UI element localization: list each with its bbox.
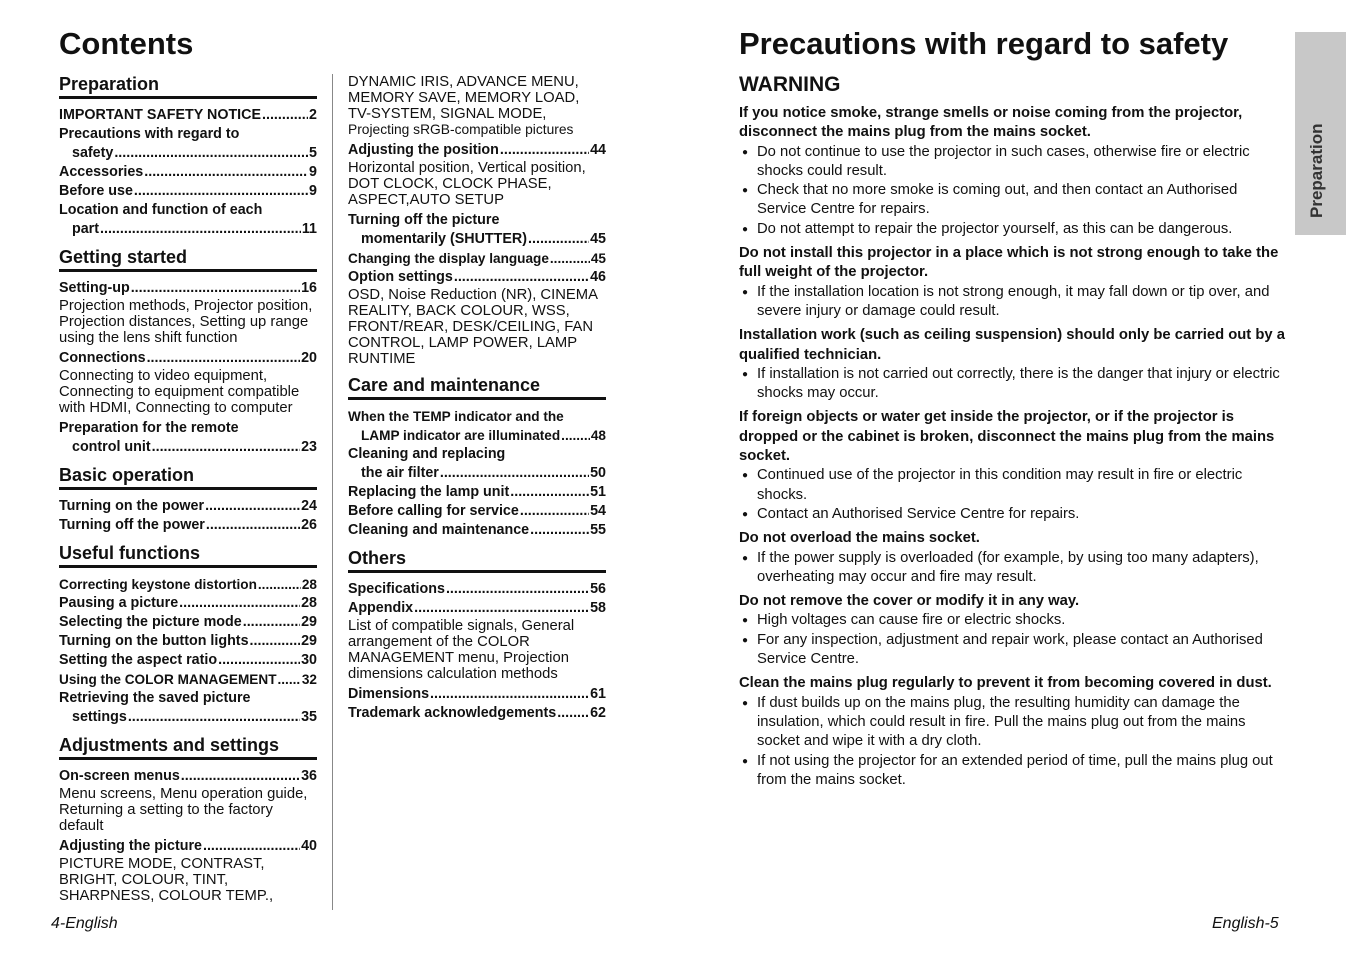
contents-title: Contents bbox=[59, 26, 194, 61]
toc-entry-title-line: Preparation for the remote bbox=[59, 420, 239, 436]
entry-description: Projection methods, Projector position, Projection distances, Setting up range using the lens shift function bbox=[59, 298, 313, 346]
leader-dots bbox=[454, 268, 589, 287]
toc-page-number: 55 bbox=[590, 522, 606, 538]
toc-entry-title: safety bbox=[72, 145, 114, 161]
leader-dots bbox=[414, 599, 589, 618]
warning-statement: Do not remove the cover or modify it in any way. bbox=[739, 593, 1080, 610]
warning-statement: If foreign objects or water get inside the projector, or if the projector is dropped or the cabinet is broken, disconnect the mains plug from the mains socket. bbox=[739, 409, 1275, 465]
toc-entry bbox=[348, 502, 606, 521]
toc-page-number: 35 bbox=[301, 709, 317, 725]
entry-description: List of compatible signals, General arrangement of the COLOR MANAGEMENT menu, Projection dimensions calculation methods bbox=[348, 618, 575, 682]
warning-bullet: ● If not using the projector for an extended period of time, pull the mains plug out from the mains socket. bbox=[739, 752, 1287, 791]
toc-page-number: 51 bbox=[590, 484, 606, 500]
toc-page-number: 46 bbox=[590, 269, 606, 285]
warning-bullet: ● If the installation location is not strong enough, it may fall down or tip over, and severe injury or damage could result. bbox=[739, 283, 1287, 322]
leader-dots bbox=[500, 141, 589, 160]
toc-entry bbox=[348, 704, 606, 723]
toc-entry bbox=[59, 349, 317, 416]
entry-description: Menu screens, Menu operation guide, Returning a setting to the factory default bbox=[59, 786, 308, 834]
leader-dots bbox=[181, 767, 300, 786]
toc-section-heading: Basic operation bbox=[59, 465, 317, 490]
warning-statement: Do not install this projector in a place which is not strong enough to take the full weight of the projector. bbox=[739, 245, 1279, 281]
warning-bullet: ● Do not continue to use the projector in such cases, otherwise fire or electric shocks could result. bbox=[739, 143, 1287, 182]
toc-entry bbox=[59, 594, 317, 613]
toc-entry bbox=[59, 182, 317, 201]
toc-page-number: 45 bbox=[590, 251, 606, 266]
toc-page-number: 36 bbox=[301, 768, 317, 784]
leader-dots bbox=[100, 220, 301, 239]
leader-dots bbox=[278, 670, 301, 689]
toc-entry-title: momentarily (SHUTTER) bbox=[361, 231, 528, 247]
toc-entry bbox=[59, 516, 317, 535]
toc-page-number: 54 bbox=[590, 503, 606, 519]
toc-entry-title: Before use bbox=[59, 183, 133, 199]
toc-entry bbox=[59, 613, 317, 632]
leader-dots bbox=[134, 182, 308, 201]
leader-dots bbox=[430, 685, 589, 704]
toc-entry-title: On-screen menus bbox=[59, 768, 180, 784]
warning-statement: Installation work (such as ceiling suspension) should only be carried out by a qualified technician. bbox=[739, 327, 1285, 363]
toc-entry bbox=[348, 580, 606, 599]
entry-description: DYNAMIC IRIS, ADVANCE MENU, MEMORY SAVE, MEMORY LOAD, TV-SYSTEM, SIGNAL MODE, bbox=[348, 74, 580, 122]
toc-page-number: 44 bbox=[590, 142, 606, 158]
toc-entry-title-line: Retrieving the saved picture bbox=[59, 690, 251, 706]
toc-page-number: 5 bbox=[309, 145, 317, 161]
toc-entry bbox=[59, 837, 317, 904]
leader-dots bbox=[147, 349, 301, 368]
toc-entry-title: Cleaning and maintenance bbox=[348, 522, 530, 538]
leader-dots bbox=[530, 521, 589, 540]
toc-entry-title: Dimensions bbox=[348, 686, 430, 702]
toc-entry bbox=[59, 651, 317, 670]
toc-entry bbox=[348, 249, 606, 268]
toc-entry-title: control unit bbox=[72, 439, 151, 455]
toc-entry-title: Specifications bbox=[348, 581, 445, 597]
leader-dots bbox=[179, 594, 300, 613]
warning-bullet: ● If installation is not carried out correctly, there is the danger that injury or electric shocks may occur. bbox=[739, 365, 1287, 404]
toc-page-number: 2 bbox=[309, 107, 317, 123]
toc-page-number: 28 bbox=[301, 577, 317, 592]
toc-entry-title: Appendix bbox=[348, 600, 414, 616]
toc-entry bbox=[59, 279, 317, 346]
toc-entry bbox=[348, 445, 606, 483]
toc-page-number: 45 bbox=[590, 231, 606, 247]
toc-entry-title: Pausing a picture bbox=[59, 595, 179, 611]
toc-page-number: 58 bbox=[590, 600, 606, 616]
toc-entry-title: LAMP indicator are illuminated bbox=[361, 428, 561, 443]
toc-page-number: 24 bbox=[301, 498, 317, 514]
toc-entry-title: Accessories bbox=[59, 164, 144, 180]
leader-dots bbox=[131, 279, 300, 298]
toc-entry-title: part bbox=[72, 221, 100, 237]
leader-dots bbox=[206, 516, 300, 535]
leader-dots bbox=[550, 249, 590, 268]
toc-entry-title-line: When the TEMP indicator and the bbox=[348, 409, 564, 424]
toc-entry-title: Turning on the button lights bbox=[59, 633, 249, 649]
toc-entry bbox=[348, 141, 606, 208]
entry-description: PICTURE MODE, CONTRAST, BRIGHT, COLOUR, TINT, SHARPNESS, COLOUR TEMP., bbox=[59, 856, 274, 904]
toc-entry-title: Trademark acknowledgements bbox=[348, 705, 557, 721]
toc-page-number: 40 bbox=[301, 838, 317, 854]
toc-page-number: 48 bbox=[590, 428, 606, 443]
warning-bullet: ● If dust builds up on the mains plug, the resulting humidity can damage the insulation, which could result in fire. Pull the mains plug out from the mains socket and wipe it with a dry cloth. bbox=[739, 694, 1287, 752]
warning-bullet: ● Check that no more smoke is coming out, and then contact an Authorised Service Centre for repairs. bbox=[739, 181, 1287, 220]
toc-page-number: 20 bbox=[301, 350, 317, 366]
toc-page-number: 32 bbox=[301, 672, 317, 687]
leader-dots bbox=[203, 837, 300, 856]
toc-entry-title: Option settings bbox=[348, 269, 453, 285]
toc-entry-title-line: Cleaning and replacing bbox=[348, 446, 506, 462]
left-page-number: 4-English bbox=[51, 915, 118, 932]
toc-page-number: 62 bbox=[590, 705, 606, 721]
toc-entry-title-line: Precautions with regard to bbox=[59, 126, 240, 142]
leader-dots bbox=[128, 708, 300, 727]
leader-dots bbox=[144, 163, 308, 182]
leader-dots bbox=[557, 704, 589, 723]
toc-entry-title: the air filter bbox=[361, 465, 439, 481]
leader-dots bbox=[561, 426, 590, 445]
toc-entry bbox=[59, 419, 317, 457]
warning-statement: Clean the mains plug regularly to prevent it from becoming covered in dust. bbox=[739, 675, 1272, 692]
toc-entry-title: Replacing the lamp unit bbox=[348, 484, 510, 500]
toc-page-number: 56 bbox=[590, 581, 606, 597]
leader-dots bbox=[520, 502, 589, 521]
toc-entry bbox=[59, 767, 317, 834]
warning-bullet: ● For any inspection, adjustment and repair work, please contact an Authorised Service Centre. bbox=[739, 631, 1287, 670]
leader-dots bbox=[152, 438, 300, 457]
toc-entry-title: Changing the display language bbox=[348, 251, 549, 266]
toc-entry bbox=[59, 689, 317, 727]
toc-page-number: 28 bbox=[301, 595, 317, 611]
leader-dots bbox=[205, 497, 300, 516]
warning-bullet: ● Continued use of the projector in this condition may result in fire or electric shocks. bbox=[739, 466, 1287, 505]
toc-section-heading: Useful functions bbox=[59, 543, 317, 568]
toc-entry-title: Turning on the power bbox=[59, 498, 205, 514]
toc-section-heading: Adjustments and settings bbox=[59, 735, 317, 760]
toc-page-number: 16 bbox=[301, 280, 317, 296]
toc-entry bbox=[59, 497, 317, 516]
right-page-number: English-5 bbox=[1212, 915, 1279, 932]
section-tab-label: Preparation bbox=[1307, 123, 1326, 218]
leader-dots bbox=[510, 483, 589, 502]
toc-entry-title: Connections bbox=[59, 350, 146, 366]
toc-page-number: 11 bbox=[301, 221, 317, 237]
toc-entry bbox=[348, 483, 606, 502]
toc-entry bbox=[348, 685, 606, 704]
toc-entry bbox=[348, 599, 606, 682]
leader-dots bbox=[262, 106, 308, 125]
toc-entry bbox=[59, 632, 317, 651]
leader-dots bbox=[250, 632, 301, 651]
entry-description: Horizontal position, Vertical position, DOT CLOCK, CLOCK PHASE, ASPECT,AUTO SETUP bbox=[348, 160, 586, 208]
toc-entry-title: Correcting keystone distortion bbox=[59, 577, 257, 592]
toc-page-number: 61 bbox=[590, 686, 606, 702]
toc-entry-title: Setting the aspect ratio bbox=[59, 652, 218, 668]
toc-entry-title: Setting-up bbox=[59, 280, 130, 296]
toc-section-heading: Others bbox=[348, 548, 606, 573]
toc-page-number: 23 bbox=[301, 439, 317, 455]
contents-column-2 bbox=[348, 74, 606, 723]
warning-statement: If you notice smoke, strange smells or noise coming from the projector, disconnect the mains plug from the mains socket. bbox=[739, 105, 1243, 141]
leader-dots bbox=[218, 651, 300, 670]
leader-dots bbox=[243, 613, 300, 632]
leader-dots bbox=[440, 464, 589, 483]
toc-entry bbox=[59, 163, 317, 182]
warning-bullet: ● If the power supply is overloaded (for example, by using too many adapters), overheating may occur and fire may result. bbox=[739, 549, 1287, 588]
toc-section-heading: Care and maintenance bbox=[348, 375, 606, 400]
toc-page-number: 9 bbox=[309, 183, 317, 199]
toc-page-number: 50 bbox=[590, 465, 606, 481]
toc-page-number: 30 bbox=[301, 652, 317, 668]
toc-page-number: 26 bbox=[301, 517, 317, 533]
toc-entry bbox=[59, 575, 317, 594]
column-divider bbox=[332, 74, 333, 910]
toc-entry-title: Adjusting the picture bbox=[59, 838, 202, 854]
leader-dots bbox=[258, 575, 301, 594]
toc-section-heading: Getting started bbox=[59, 247, 317, 272]
toc-entry bbox=[59, 201, 317, 239]
warning-bullet: ● Do not attempt to repair the projector yourself, as this can be dangerous. bbox=[739, 220, 1287, 239]
toc-entry bbox=[348, 407, 606, 445]
toc-entry-title: IMPORTANT SAFETY NOTICE bbox=[59, 107, 262, 123]
warning-bullet: ● High voltages can cause fire or electric shocks. bbox=[739, 611, 1287, 630]
toc-entry bbox=[59, 670, 317, 689]
toc-entry bbox=[348, 521, 606, 540]
toc-entry-title: settings bbox=[72, 709, 127, 725]
contents-column-1 bbox=[59, 74, 317, 907]
toc-entry-title-line: Location and function of each bbox=[59, 202, 263, 218]
toc-entry-title: Turning off the power bbox=[59, 517, 205, 533]
leader-dots bbox=[528, 230, 589, 249]
toc-entry-title: Adjusting the position bbox=[348, 142, 499, 158]
entry-description: Connecting to video equipment, Connecting to equipment compatible with HDMI, Connecting to computer bbox=[59, 368, 300, 416]
toc-page-number: 29 bbox=[301, 633, 317, 649]
toc-entry bbox=[59, 125, 317, 163]
leader-dots bbox=[114, 144, 308, 163]
toc-entry-title: Using the COLOR MANAGEMENT bbox=[59, 672, 277, 687]
page-title: Precautions with regard to safety bbox=[739, 26, 1229, 61]
toc-entry bbox=[348, 268, 606, 367]
toc-page-number: 9 bbox=[309, 164, 317, 180]
toc-entry-title: Before calling for service bbox=[348, 503, 519, 519]
toc-entry bbox=[59, 106, 317, 125]
toc-section-heading: Preparation bbox=[59, 74, 317, 99]
warning-bullet: ● Contact an Authorised Service Centre for repairs. bbox=[739, 505, 1287, 524]
toc-page-number: 29 bbox=[301, 614, 317, 630]
toc-entry bbox=[348, 211, 606, 249]
toc-entry-title: Selecting the picture mode bbox=[59, 614, 242, 630]
section-tab bbox=[1295, 32, 1346, 235]
entry-description: Projecting sRGB-compatible pictures bbox=[348, 122, 574, 137]
entry-description: OSD, Noise Reduction (NR), CINEMA REALITY, BACK COLOUR, WSS, FRONT/REAR, DESK/CEILING, FAN CONTROL, LAMP POWER, LAMP RUNTIME bbox=[348, 287, 598, 367]
leader-dots bbox=[446, 580, 589, 599]
warning-heading: WARNING bbox=[739, 73, 841, 96]
warnings-section bbox=[739, 73, 1287, 790]
warning-statement: Do not overload the mains socket. bbox=[739, 530, 980, 547]
toc-entry-title-line: Turning off the picture bbox=[348, 212, 500, 228]
